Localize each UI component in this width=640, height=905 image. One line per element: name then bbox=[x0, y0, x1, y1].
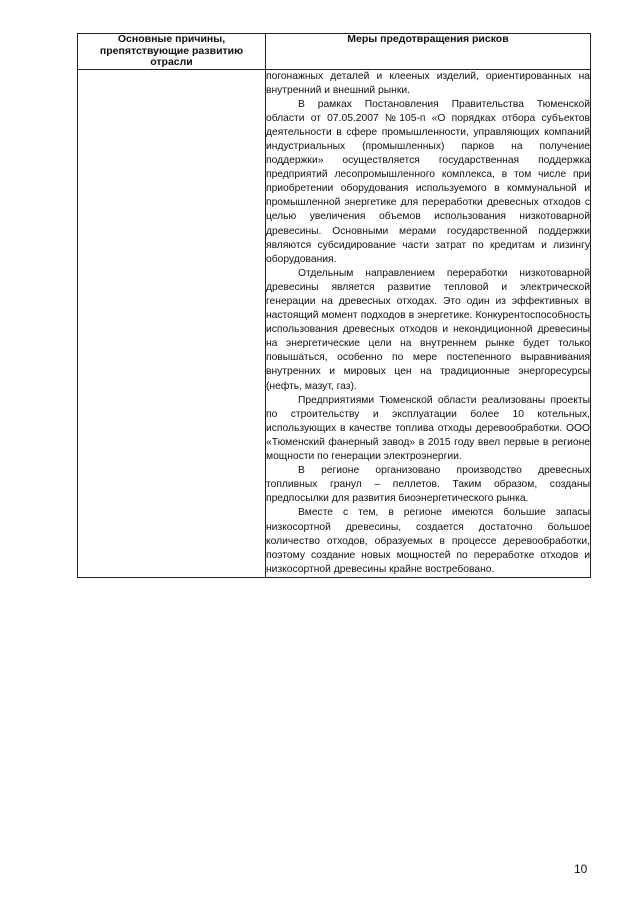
table-row bbox=[78, 69, 591, 577]
measures-paragraph-continued: погонажных деталей и клееных изделий, ориентированных на внутренний и внешний рынки. bbox=[266, 70, 590, 96]
measures-paragraph-low-grade-wood: Вместе с тем, в регионе имеются большие запасы низкосортной древесины, создается достаточно большое количество отходов, образуемых в процессе деревообработки, поэтому создание новых мощностей по переработке отходов и низкосортной древесины крайне востребовано. bbox=[266, 507, 590, 575]
measures-cell bbox=[266, 69, 591, 577]
causes-cell bbox=[78, 69, 266, 577]
measures-paragraph-pellets: В регионе организовано производство древесных топливных гранул – пеллетов. Таким образом, созданы предпосылки для развития биоэнергетического рынка. bbox=[266, 465, 590, 505]
header-causes: Основные причины, препятствующие развитию отрасли bbox=[78, 34, 266, 70]
measures-paragraph-boiler-projects: Предприятиями Тюменской области реализованы проекты по строительству и эксплуатации более 10 котельных, использующих в качестве топлива отходы деревообработки. ООО «Тюменский фанерный завод» в 2015 году ввел первые в регионе мощности по генерации электроэнергии. bbox=[266, 394, 590, 463]
measures-paragraph-energy-generation: Отдельным направлением переработки низкотоварной древесины является развитие тепловой и электрической генерации на древесных отходах. Это один из эффективных в настоящий момент подходов в энергетике. Конкурентоспособность использования древесных отходов и некондиционной древесины на энергетические цели на внутреннем рынке будет только повышаться, особенно по мере постепенного выравнивания внутренних и мировых цен на традиционные энергоресурсы (нефть, мазут, газ). bbox=[266, 267, 590, 392]
header-measures: Меры предотвращения рисков bbox=[266, 34, 591, 70]
measures-paragraph-state-support: В рамках Постановления Правительства Тюменской области от 07.05.2007 №105-п «О порядках отбора субъектов деятельности в сфере промышленности, управляющих компаний индустриальных (промышленных) парков на получение поддержки» осуществляется государственная поддержка предприятий лесопромышленного комплекса, в том числе при приобретении оборудования используемого в коммунальной и промышленной энергетике для переработки древесных отходов с целью увеличения объемов использования низкотоварной древесины. Основными мерами государственной поддержки являются субсидирование части затрат по кредитам и лизингу оборудования. bbox=[266, 98, 590, 265]
table-header-row bbox=[78, 34, 591, 70]
page-number: 10 bbox=[574, 862, 588, 876]
risk-measures-table bbox=[77, 33, 591, 578]
